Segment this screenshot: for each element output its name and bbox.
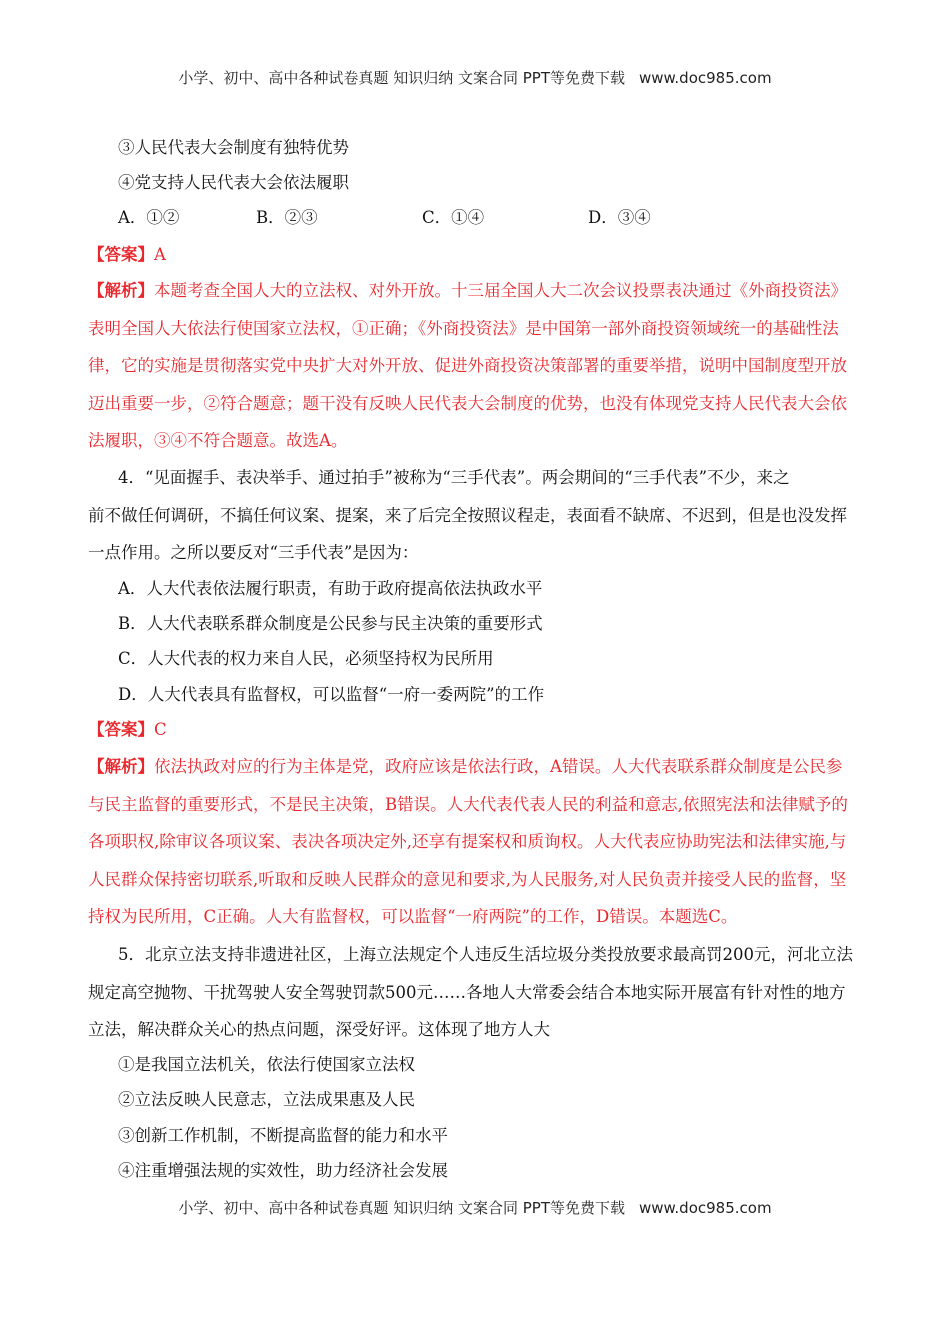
q4-stem-line: 4．“见面握手、表决举手、通过拍手”被称为“三手代表”。两会期间的“三手代表”不少，来之 [118, 468, 790, 487]
header-text: 小学、初中、高中各种试卷真题 知识归纳 文案合同 PPT等免费下载 [178, 69, 625, 87]
q3-option-d: D．③④ [588, 208, 651, 227]
q4-answer [88, 720, 167, 740]
q4-option-b: B．人大代表联系群众制度是公民参与民主决策的重要形式 [118, 614, 543, 633]
q5-item-1: ①是我国立法机关，依法行使国家立法权 [118, 1055, 415, 1074]
q5-item-3: ③创新工作机制，不断提高监督的能力和水平 [118, 1126, 448, 1145]
q4-analysis-line: 各项职权,除审议各项议案、表决各项决定外,还享有提案权和质询权。人大代表应协助宪法和法律实施,与 [88, 832, 847, 851]
footer-text: 小学、初中、高中各种试卷真题 知识归纳 文案合同 PPT等免费下载 [178, 1199, 625, 1217]
q4-option-d: D．人大代表具有监督权，可以监督“一府一委两院”的工作 [118, 685, 545, 704]
q3-item-3: ③人民代表大会制度有独特优势 [118, 138, 349, 157]
q3-analysis-line: 法履职，③④不符合题意。故选A。 [88, 431, 348, 450]
q3-analysis-line: 迈出重要一步，②符合题意；题干没有反映人民代表大会制度的优势，也没有体现党支持人民代表大会依 [88, 394, 847, 413]
q4-analysis-line: 【解析】依法执政对应的行为主体是党，政府应该是依法行政，A错误。人大代表联系群众制度是公民参 [88, 757, 843, 776]
footer-url[interactable]: www.doc985.com [638, 1199, 772, 1217]
q4-analysis-line: 人民群众保持密切联系,听取和反映人民群众的意见和要求,为人民服务,对人民负责并接受人民的监督，坚 [88, 870, 847, 889]
answer-label: 【答案】 [88, 720, 154, 739]
answer-value: C [154, 720, 167, 739]
header-url[interactable]: www.doc985.com [638, 69, 772, 87]
q3-option-c: C．①④ [422, 208, 485, 227]
answer-label: 【答案】 [88, 245, 154, 264]
q4-stem-line: 一点作用。之所以要反对“三手代表”是因为： [88, 543, 419, 562]
q5-stem-line: 立法，解决群众关心的热点问题，深受好评。这体现了地方人大 [88, 1020, 550, 1039]
q4-option-a: A．人大代表依法履行职责，有助于政府提高依法执政水平 [118, 579, 543, 598]
q3-options [118, 208, 651, 228]
q5-item-4: ④注重增强法规的实效性，助力经济社会发展 [118, 1161, 448, 1180]
q5-stem-line: 5．北京立法支持非遗进社区，上海立法规定个人违反生活垃圾分类投放要求最高罚200元，河北立法 [118, 945, 853, 964]
page-footer [0, 1197, 950, 1218]
analysis-label: 【解析】 [88, 281, 154, 300]
q3-analysis-line: 【解析】本题考查全国人大的立法权、对外开放。十三届全国人大二次会议投票表决通过《外商投资法》 [88, 281, 847, 300]
q3-analysis-line: 律，它的实施是贯彻落实党中央扩大对外开放、促进外商投资决策部署的重要举措，说明中国制度型开放 [88, 356, 847, 375]
q3-answer [88, 245, 166, 265]
q4-option-c: C．人大代表的权力来自人民，必须坚持权为民所用 [118, 649, 494, 668]
q5-item-2: ②立法反映人民意志，立法成果惠及人民 [118, 1090, 415, 1109]
q3-option-b: B．②③ [256, 208, 318, 227]
analysis-label: 【解析】 [88, 757, 154, 776]
answer-value: A [154, 245, 166, 264]
page-header [0, 67, 950, 88]
q5-stem-line: 规定高空抛物、干扰驾驶人安全驾驶罚款500元……各地人大常委会结合本地实际开展富有针对性的地方 [88, 983, 846, 1002]
q3-option-a: A．①② [118, 208, 180, 227]
q4-stem-line: 前不做任何调研，不搞任何议案、提案，来了后完全按照议程走，表面看不缺席、不迟到，但是也没发挥 [88, 506, 847, 525]
q4-analysis-line: 持权为民所用，C正确。人大有监督权，可以监督“一府两院”的工作，D错误。本题选C。 [88, 907, 738, 926]
q3-analysis-line: 表明全国人大依法行使国家立法权，①正确；《外商投资法》是中国第一部外商投资领域统一的基础性法 [88, 319, 839, 338]
q4-analysis-line: 与民主监督的重要形式，不是民主决策，B错误。人大代表代表人民的利益和意志,依照宪法和法律赋予的 [88, 795, 848, 814]
q3-item-4: ④党支持人民代表大会依法履职 [118, 173, 349, 192]
